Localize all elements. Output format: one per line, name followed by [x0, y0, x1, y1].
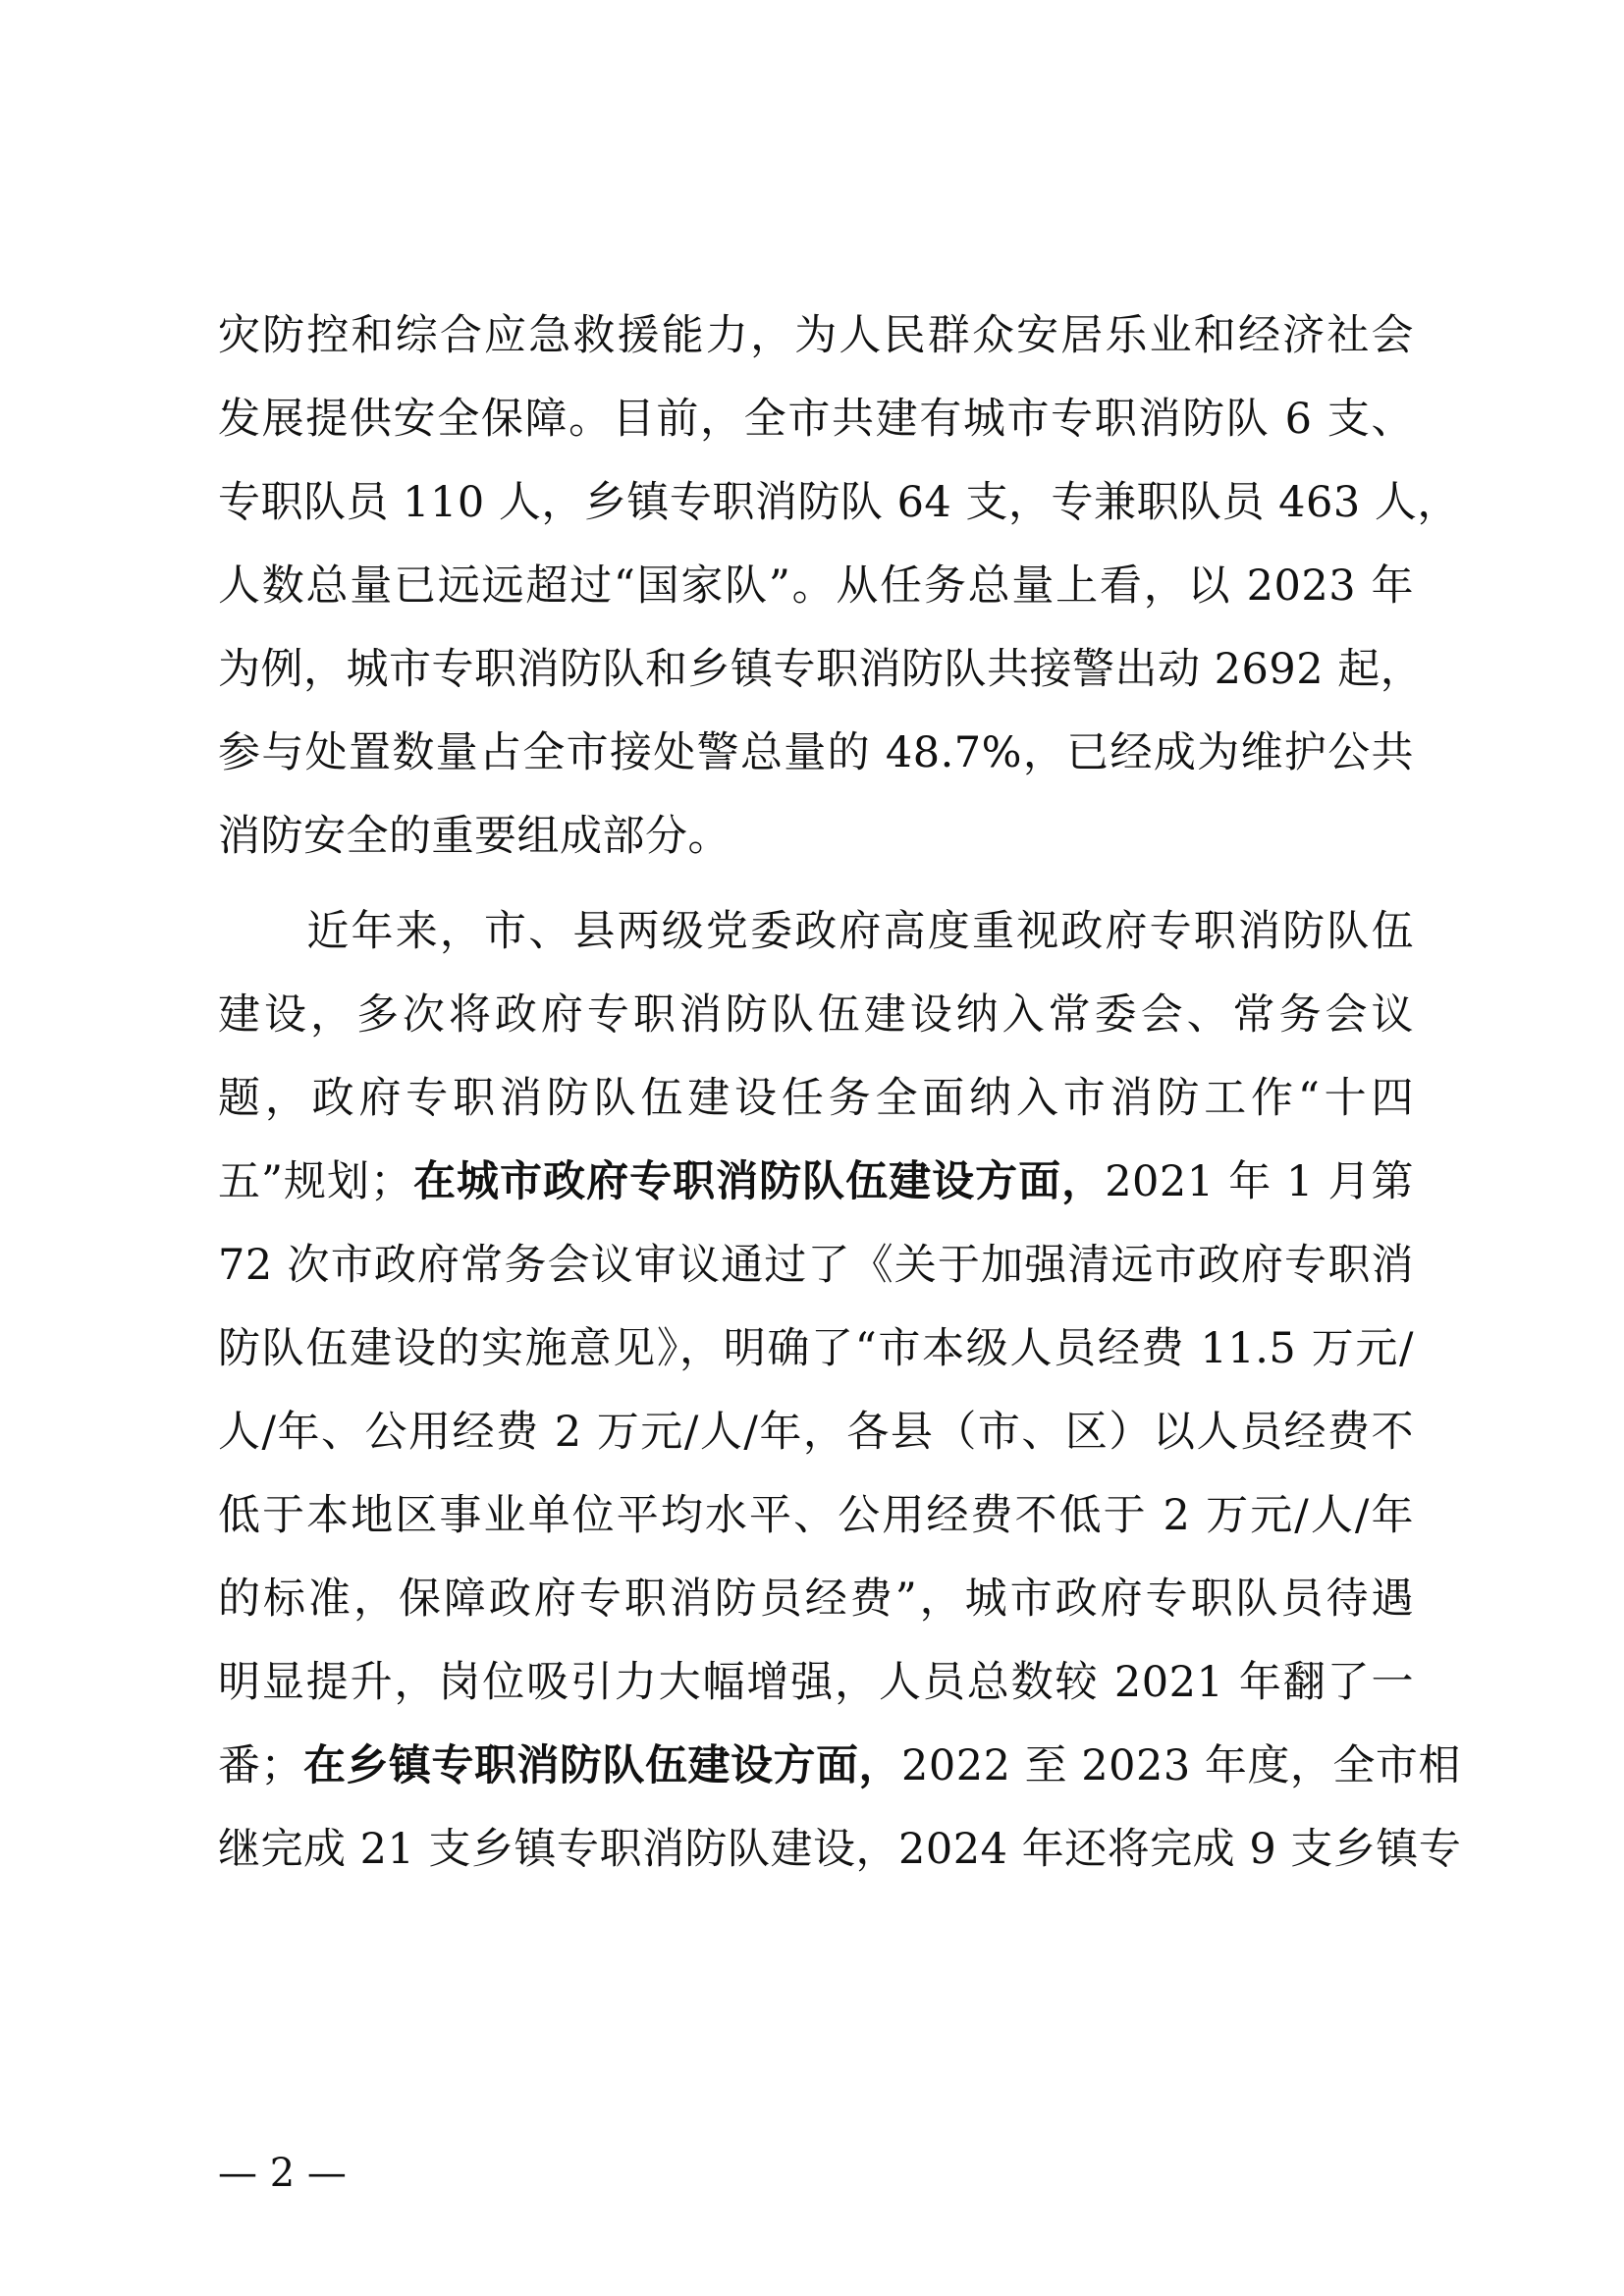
text-segment: 番； — [218, 1741, 303, 1790]
text-line — [218, 974, 1414, 1057]
text-line — [218, 1808, 1462, 1892]
text-segment: 消防安全的重要组成部分。 — [218, 812, 731, 861]
text-segment: 五”规划； — [218, 1157, 413, 1206]
text-line — [218, 795, 1414, 879]
text-line — [218, 1141, 1414, 1224]
text-segment: 近年来，市、县两级党委政府高度重视政府专职消防队伍 — [218, 907, 1414, 956]
text-line — [218, 378, 1414, 461]
text-segment: 建设，多次将政府专职消防队伍建设纳入常委会、常务会议 — [218, 990, 1414, 1040]
text-segment: 2022 至 2023 年度，全市相 — [901, 1741, 1461, 1790]
text-line — [218, 1308, 1414, 1391]
text-segment: 为例，城市专职消防队和乡镇专职消防队共接警出动 2692 起， — [218, 645, 1424, 694]
text-line — [218, 461, 1460, 545]
text-segment: 人/年、公用经费 2 万元/人/年，各县（市、区）以人员经费不 — [218, 1408, 1414, 1457]
text-line — [218, 1474, 1414, 1558]
text-line — [218, 1725, 1461, 1808]
text-line — [218, 628, 1424, 712]
text-segment: 发展提供安全保障。目前，全市共建有城市专职消防队 6 支、 — [218, 395, 1414, 444]
text-line — [218, 1391, 1414, 1474]
text-segment: 人数总量已远远超过“国家队”。从任务总量上看，以 2023 年 — [218, 561, 1414, 611]
text-segment: 题，政府专职消防队伍建设任务全面纳入市消防工作“十四 — [218, 1074, 1414, 1123]
text-segment: 明显提升，岗位吸引力大幅增强，人员总数较 2021 年翻了一 — [218, 1658, 1414, 1707]
text-segment: 低于本地区事业单位平均水平、公用经费不低于 2 万元/人/年 — [218, 1491, 1414, 1540]
text-line — [218, 712, 1414, 795]
text-line — [218, 1558, 1414, 1641]
text-segment: 2021 年 1 月第 — [1105, 1157, 1415, 1206]
paragraph-2 — [218, 890, 1462, 1892]
text-segment: 灾防控和综合应急救援能力，为人民群众安居乐业和经济社会 — [218, 311, 1414, 360]
text-segment: 专职队员 110 人，乡镇专职消防队 64 支，专兼职队员 463 人， — [218, 478, 1460, 527]
text-line — [218, 1641, 1414, 1725]
bold-heading-text: 在乡镇专职消防队伍建设方面， — [303, 1741, 901, 1790]
text-segment: 防队伍建设的实施意见》，明确了“市本级人员经费 11.5 万元/ — [218, 1324, 1414, 1373]
text-line — [218, 1224, 1414, 1308]
text-line — [218, 545, 1414, 628]
text-segment: 的标准，保障政府专职消防员经费”，城市政府专职队员待遇 — [218, 1575, 1414, 1624]
text-line — [218, 294, 1414, 378]
text-segment: 参与处置数量占全市接处警总量的 48.7%，已经成为维护公共 — [218, 728, 1414, 777]
text-segment: 继完成 21 支乡镇专职消防队建设，2024 年还将完成 9 支乡镇专 — [218, 1825, 1462, 1874]
text-segment: 72 次市政府常务会议审议通过了《关于加强清远市政府专职消 — [218, 1241, 1414, 1290]
page-number: — 2 — — [218, 2151, 347, 2196]
text-line — [218, 1057, 1414, 1141]
text-line — [218, 890, 1414, 974]
bold-heading-text: 在城市政府专职消防队伍建设方面， — [412, 1157, 1106, 1206]
paragraph-1 — [218, 294, 1460, 879]
